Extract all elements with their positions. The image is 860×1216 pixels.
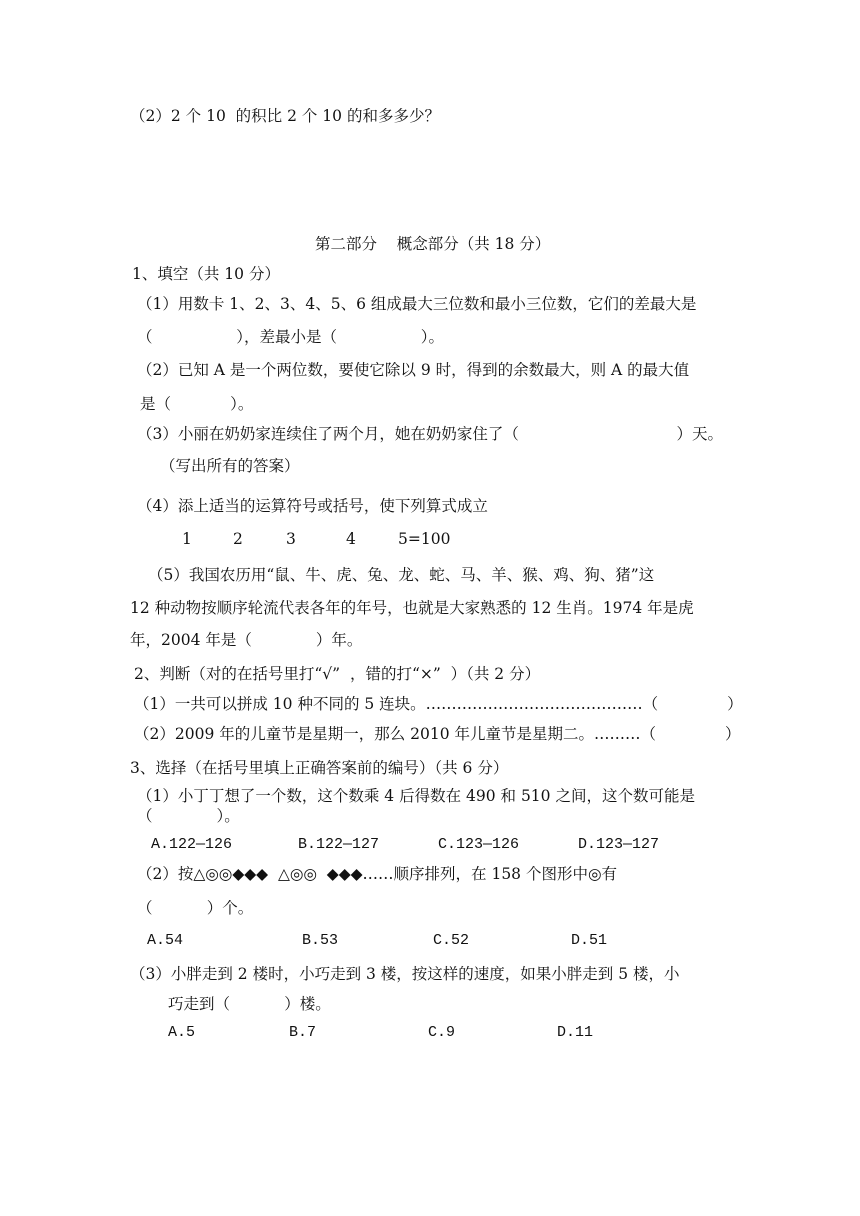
choice-q3-line2: 巧走到（ ）楼。 xyxy=(168,995,331,1013)
expr-number: 5=100 xyxy=(398,530,451,548)
section-title: 第二部分 概念部分（共 18 分） xyxy=(315,235,551,253)
fill-q3-line1: （3）小丽在奶奶家连续住了两个月，她在奶奶家住了（ ）天。 xyxy=(137,425,724,443)
judge-q2: （2）2009 年的儿童节是星期一，那么 2010 年儿童节是星期二。………（ ） xyxy=(134,725,741,743)
choice-q1-line2: （ ）。 xyxy=(137,807,240,825)
fill-q5-line1: （5）我国农历用“鼠、牛、虎、兔、龙、蛇、马、羊、猴、鸡、狗、猪”这 xyxy=(148,566,655,584)
fill-q4-line1: （4）添上适当的运算符号或括号，使下列算式成立 xyxy=(137,497,488,515)
option-d: D.51 xyxy=(571,932,608,949)
expr-number: 3 xyxy=(286,530,296,548)
question-2-product-vs-sum: （2）2 个 10 的积比 2 个 10 的和多多少？ xyxy=(130,107,440,125)
judge-q1: （1）一共可以拼成 10 种不同的 5 连块。……………………………………（ ） xyxy=(134,695,743,713)
fill-q5-line2: 12 种动物按顺序轮流代表各年的年号，也就是大家熟悉的 12 生肖。1974 年是虎 xyxy=(130,599,694,617)
fill-q4-expression xyxy=(0,530,860,552)
fill-q2-line2: 是（ ）。 xyxy=(140,395,254,413)
choice-q1-options xyxy=(0,836,860,858)
choice-q2-line2: （ ）个。 xyxy=(137,899,254,917)
option-a: A.54 xyxy=(147,932,184,949)
choice-q2-line1: （2）按△◎◎◆◆◆ △◎◎ ◆◆◆……顺序排列，在 158 个图形中◎有 xyxy=(137,865,617,883)
judge-heading: 2、判断（对的在括号里打“√” ，错的打“×” ）（共 2 分） xyxy=(134,665,541,683)
choice-heading: 3、选择（在括号里填上正确答案前的编号）（共 6 分） xyxy=(130,759,509,777)
choice-q3-options xyxy=(0,1024,860,1046)
fill-q2-line1: （2）已知 A 是一个两位数，要使它除以 9 时，得到的余数最大，则 A 的最大值 xyxy=(137,361,690,379)
fill-q5-line3: 年，2004 年是（ ）年。 xyxy=(130,631,363,649)
option-c: C.52 xyxy=(433,932,470,949)
fill-q1-line2: （ ），差最小是（ ）。 xyxy=(137,328,445,346)
expr-number: 2 xyxy=(233,530,243,548)
expr-number: 1 xyxy=(182,530,192,548)
option-b: B.122—127 xyxy=(298,836,380,853)
expr-number: 4 xyxy=(346,530,356,548)
option-b: B.7 xyxy=(289,1024,317,1041)
choice-q3-line1: （3）小胖走到 2 楼时，小巧走到 3 楼，按这样的速度，如果小胖走到 5 楼，小 xyxy=(130,965,680,983)
choice-q1-line1: （1）小丁丁想了一个数，这个数乘 4 后得数在 490 和 510 之间，这个数可能是 xyxy=(137,787,695,805)
fill-q3-line2: （写出所有的答案） xyxy=(160,457,300,475)
option-a: A.122—126 xyxy=(151,836,233,853)
option-a: A.5 xyxy=(168,1024,196,1041)
fill-q1-line1: （1）用数卡 1、2、3、4、5、6 组成最大三位数和最小三位数，它们的差最大是 xyxy=(137,295,697,313)
option-b: B.53 xyxy=(302,932,339,949)
option-c: C.9 xyxy=(428,1024,456,1041)
choice-q2-options xyxy=(0,932,860,954)
option-d: D.11 xyxy=(557,1024,594,1041)
option-d: D.123—127 xyxy=(578,836,660,853)
option-c: C.123—126 xyxy=(438,836,520,853)
fill-heading: 1、填空（共 10 分） xyxy=(132,265,280,283)
